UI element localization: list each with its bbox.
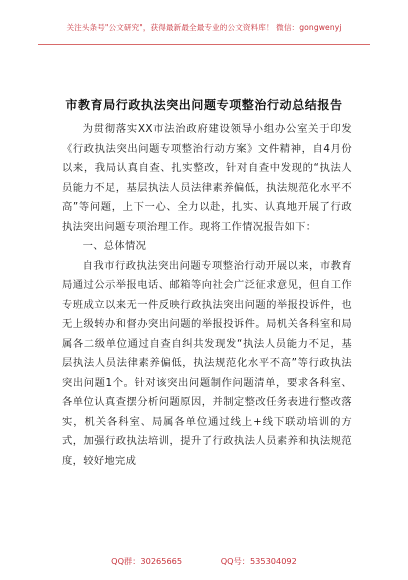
document-body [62,120,352,471]
intro-paragraph: 为贯彻落实XX市法治政府建设领导小组办公室关于印发《行政执法突出问题专项整治行动方案》文件精神，自4月份以来，我局认真自查、扎实整改，针对自查中发现的“执法人员能力不足，基层执法人员法律素养偏低，执法规范化水平不高”等问题，上下一心、全力以赴，扎实、认真地开展了行政执法突出问题专项治理工作。现将工作情况报告如下： [62,123,352,233]
section-heading: 一、总体情况 [82,240,147,252]
document-title: 市教育局行政执法突出问题专项整治行动总结报告 [65,98,343,112]
section-paragraph: 自我市行政执法突出问题专项整治行动开展以来，市教育局通过公示举报电话、邮箱等向社会广泛征求意见，但自工作专班成立以来无一件反映行政执法突出问题的举报投诉件，也无上级转办和督办突出问题的举报投诉件。局机关各科室和局属各二级单位通过自查自纠共发现发“执法人员能力不足，基层执法人员法律素养偏低，执法规范化水平不高”等行政执法突出问题1个。针对该突出问题制作问题清单，要求各科室、各单位认真查摆分析问题原因，并制定整改任务表进行整改落实，机关各科室、局属各单位通过线上+线下联动培训的方式，加强行政执法培训，提升了行政执法人员素养和执法规范度，较好地完成 [62,259,352,467]
qq-group: QQ群：30265665 [111,556,183,566]
footer-contact [0,556,408,567]
header-divider [38,44,370,45]
qq-number: QQ号：535304092 [220,556,297,566]
header-banner: 关注头条号"公文研究"，获得最新最全最专业的公文资料库！ 微信：gongwenyj [66,23,342,32]
